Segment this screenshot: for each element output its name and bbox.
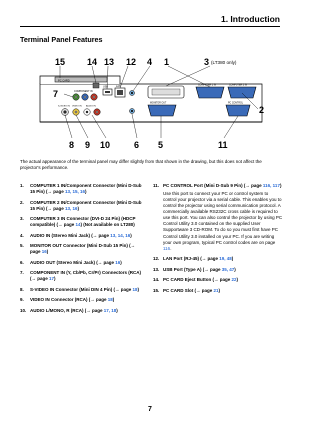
item-suffix: ) [116, 307, 118, 313]
item-suffix: ) [112, 297, 115, 303]
item-number: 12. [153, 256, 160, 262]
pc-card-eject-button [93, 83, 99, 88]
page-number: 7 [148, 406, 152, 413]
page-reference-link[interactable]: 16 [41, 249, 47, 255]
item-label: USB Port (Type A) (→ page [163, 266, 222, 272]
list-item [20, 233, 146, 239]
page-reference-link[interactable]: 116, 117 [262, 183, 280, 188]
callout-12: 12 [126, 57, 137, 67]
item-text [163, 277, 283, 283]
item-text [30, 297, 146, 303]
pc-card-label: PC CARD [58, 79, 70, 83]
item-number: 8. [20, 286, 24, 292]
item-label: PC CARD Slot (→ page [163, 287, 214, 293]
callout-8: 8 [69, 140, 75, 150]
page-header [20, 12, 280, 27]
lan-label: LAN [116, 85, 121, 88]
connector-list-right [153, 183, 283, 298]
page-reference-link[interactable]: 17, 18 [103, 307, 117, 313]
item-label: COMPONENT IN (Y, Cb/Pb, Cr/Pr) Connectors (RCA) (→ page [30, 270, 142, 282]
item-label: S-VIDEO IN Connector (Mini DIN 4 Pin) (→ page [30, 286, 133, 292]
list-item [20, 308, 146, 314]
item-label: PC CARD Eject Button (→ page [163, 277, 232, 283]
page-reference-link[interactable]: 18 [132, 286, 138, 292]
item-suffix: ) [218, 287, 221, 293]
page-reference-link[interactable]: 13, 16 [65, 205, 78, 211]
item-suffix: ) [137, 286, 140, 292]
item-suffix: ) [120, 259, 122, 265]
item-text [30, 183, 146, 195]
item-text [30, 233, 146, 239]
item-text [163, 288, 283, 294]
audio-in-label: AUDIO IN [86, 105, 96, 108]
list-item [153, 256, 283, 262]
item-number: 6. [20, 259, 24, 265]
computer2-label: COMPUTER 2 IN [229, 84, 247, 87]
item-text [30, 216, 146, 228]
item-text [30, 260, 146, 266]
item-number: 7. [20, 270, 24, 276]
component-in-connectors [73, 94, 97, 100]
component-in-label: COMPONENT IN [74, 90, 93, 93]
callout-4: 4 [147, 57, 153, 67]
item-suffix: ) [236, 277, 239, 283]
list-item [20, 216, 146, 228]
video-label: VIDEO IN [72, 105, 82, 108]
item-number: 3. [20, 216, 24, 222]
page-reference-link[interactable]: 13, 15, 16 [65, 189, 86, 195]
item-number: 13. [153, 266, 160, 272]
s-video-label: S-VIDEO IN [58, 105, 70, 108]
callout-10: 10 [100, 140, 111, 150]
list-item [153, 267, 283, 273]
page-reference-link[interactable]: 35, 47 [221, 266, 235, 272]
callout-13: 13 [104, 57, 115, 67]
item-number: 1. [20, 183, 24, 188]
item-number: 9. [20, 297, 24, 303]
list-item [20, 200, 146, 212]
callout-15: 15 [55, 57, 66, 67]
item-text [163, 183, 283, 252]
callout-1: 1 [164, 57, 170, 67]
item-number: 4. [20, 232, 24, 238]
item-description [163, 191, 283, 252]
item-text [163, 256, 283, 262]
usb-label: USB [103, 85, 108, 89]
chapter-title: 1. Introduction [220, 14, 280, 24]
pc-control-label: PC CONTROL [228, 102, 244, 105]
list-item [20, 260, 146, 266]
list-item [20, 183, 146, 195]
item-label: LAN Port (RJ-45) (→ page [163, 256, 220, 262]
item-text [30, 243, 146, 255]
list-item [153, 277, 283, 283]
page-reference-link[interactable]: 14 [75, 222, 81, 228]
list-item [20, 243, 146, 255]
monitor-out-label: MONITOR OUT [150, 102, 167, 105]
page-reference-link[interactable]: 18 [107, 297, 113, 303]
item-text [30, 308, 146, 314]
description-text: Use this port to connect your PC or control system to control your projector via a serial cable. This enables you to control the projector using serial communication protocol. A commercially available RS232C cross cable is required to use this port. You can also control the projector by using PC Control Utility 3.0 contained on the supplied User Supportware 3 CD-ROM. To do so you must first have PC Control Utility 3.0 installed on your PC. If you are writing your own program, typical PC control codes are on page [163, 190, 283, 245]
description-suffix: . [170, 245, 172, 251]
item-label: PC CONTROL Port (Mini D-Sub 9 Pin) (→ page [163, 183, 263, 188]
item-number: 15. [153, 287, 160, 293]
computer1-label: COMPUTER 1 IN [198, 84, 216, 87]
callout-7: 7 [53, 89, 59, 99]
item-number: 11. [153, 183, 160, 188]
item-suffix: ) [279, 183, 282, 188]
page-reference-link[interactable]: 13, 14, 16 [110, 232, 131, 238]
item-suffix: ) [54, 276, 56, 282]
list-item [153, 288, 283, 294]
item-text [30, 200, 146, 212]
item-suffix: ) [130, 232, 132, 238]
callout-14: 14 [87, 57, 98, 67]
item-suffix: ) [77, 205, 80, 211]
item-label: VIDEO IN Connector (RCA) (→ page [30, 297, 108, 303]
callout-3-note: (LT380 only) [211, 60, 237, 65]
callout-6: 6 [134, 140, 140, 150]
list-item [20, 287, 146, 293]
connector-list-left [20, 183, 146, 318]
section-title: Terminal Panel Features [20, 35, 103, 44]
item-text [30, 270, 146, 282]
item-suffix: ) [46, 249, 49, 255]
page-reference-link[interactable]: 22 [231, 277, 237, 283]
item-label: MONITOR OUT Connector (Mini D-Sub 15 Pin) (→ page [30, 243, 136, 255]
callout-5: 5 [158, 140, 164, 150]
callout-3: 3 [204, 57, 210, 67]
list-item [153, 183, 283, 252]
page-reference-link[interactable]: 17 [49, 276, 55, 282]
page-reference-link[interactable]: 19, 48 [219, 256, 232, 262]
item-suffix: ) [234, 266, 236, 272]
page-reference-link[interactable]: 21 [213, 287, 219, 293]
callout-11: 11 [218, 140, 228, 150]
page-reference-link[interactable]: 116 [163, 245, 171, 251]
item-label: AUDIO L/MONO, R (RCA) (→ page [30, 307, 104, 313]
appearance-note: The actual appearance of the terminal panel may differ slightly from that shown in the drawing, but this does not affect the projector's performance. [20, 159, 262, 171]
item-number: 2. [20, 199, 24, 205]
item-number: 10. [20, 307, 27, 313]
list-item [20, 270, 146, 282]
page-reference-link[interactable]: 16 [115, 259, 121, 265]
item-suffix: ) (Not available on LT280) [80, 222, 135, 228]
item-text [163, 267, 283, 273]
item-label: COMPUTER 2 IN/Component Connector (Mini D-Sub 15 Pin) (→ page [30, 199, 142, 211]
item-text [30, 287, 146, 293]
terminal-panel-diagram [0, 52, 300, 156]
callout-2: 2 [259, 105, 265, 115]
item-number: 5. [20, 243, 24, 249]
item-suffix: ) [85, 189, 87, 195]
item-suffix: ) [231, 256, 234, 262]
item-label: AUDIO IN (Stereo Mini Jack) (→ page [30, 232, 111, 238]
item-number: 14. [153, 277, 160, 283]
item-label: AUDIO OUT (Stereo Mini Jack) (→ page [30, 259, 116, 265]
callout-9: 9 [85, 140, 91, 150]
item-label: COMPUTER 1 IN/Component Connector (Mini D-Sub 15 Pin) (→ page [30, 183, 142, 195]
list-item [20, 297, 146, 303]
item-label: COMPUTER 3 IN Connector (DVI-D 24 Pin) (HDCP compatible) (→ page [30, 216, 136, 228]
